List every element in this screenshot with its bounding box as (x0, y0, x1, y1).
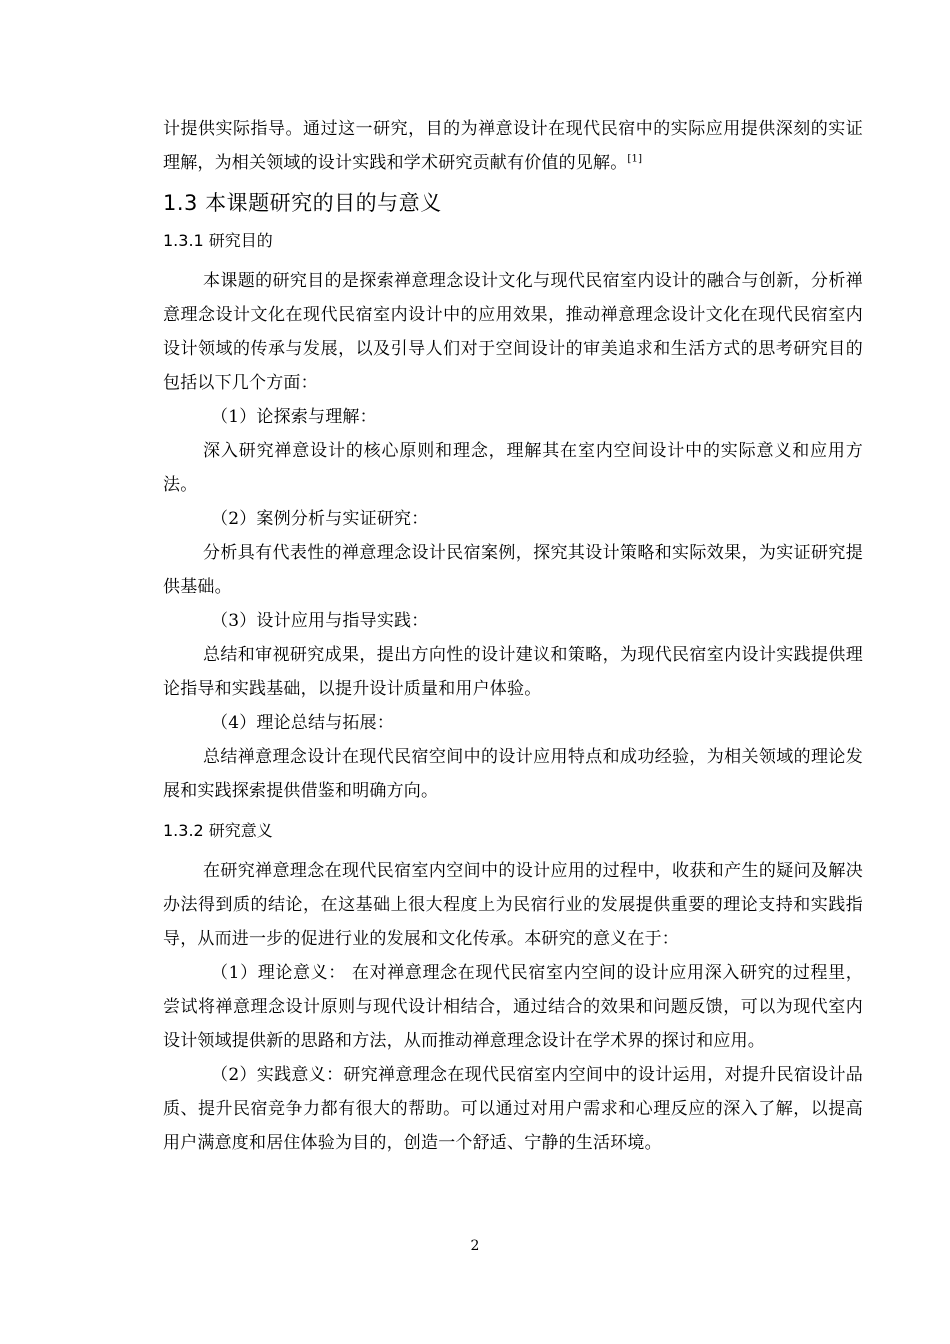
subsection-heading-1-3-2: 1.3.2 研究意义 (163, 821, 273, 840)
page-content (163, 112, 863, 1160)
page-number: 2 (470, 1238, 480, 1254)
intro-text: 计提供实际指导。通过这一研究，目的为禅意设计在现代民宿中的实际应用提供深刻的实证理解，为相关领域的设计实践和学术研究贡献有价值的见解。 (163, 119, 863, 173)
purpose-item-2-body: 分析具有代表性的禅意理念设计民宿案例，探究其设计策略和实际效果，为实证研究提供基础。 (163, 543, 863, 597)
intro-paragraph (163, 112, 863, 180)
subsection-heading-1-3-1: 1.3.1 研究目的 (163, 231, 273, 250)
purpose-item-4-body: 总结禅意理念设计在现代民宿空间中的设计应用特点和成功经验，为相关领域的理论发展和实践探索提供借鉴和明确方向。 (163, 747, 863, 801)
purpose-item-3-body: 总结和审视研究成果，提出方向性的设计建议和策略，为现代民宿室内设计实践提供理论指导和实践基础，以提升设计质量和用户体验。 (163, 645, 863, 699)
citation-marker: [1] (627, 153, 643, 165)
purpose-item-4-title: （4）理论总结与拓展： (211, 713, 395, 733)
purpose-item-3-title: （3）设计应用与指导实践： (211, 611, 429, 631)
research-significance-lead: 在研究禅意理念在现代民宿室内空间中的设计应用的过程中，收获和产生的疑问及解决办法得到质的结论，在这基础上很大程度上为民宿行业的发展提供重要的理论支持和实践指导，从而进一步的促进行业的发展和文化传承。本研究的意义在于： (163, 861, 863, 949)
purpose-item-2-title: （2）案例分析与实证研究： (211, 509, 429, 529)
significance-item-theory: （1）理论意义： 在对禅意理念在现代民宿室内空间的设计应用深入研究的过程里，尝试将禅意理念设计原则与现代设计相结合，通过结合的效果和问题反馈，可以为现代室内设计领域提供新的思路和方法，从而推动禅意理念设计在学术界的探讨和应用。 (163, 963, 863, 1051)
significance-item-practice: （2）实践意义：研究禅意理念在现代民宿室内空间中的设计运用，对提升民宿设计品质、提升民宿竞争力都有很大的帮助。可以通过对用户需求和心理反应的深入了解，以提高用户满意度和居住体验为目的，创造一个舒适、宁静的生活环境。 (163, 1065, 863, 1153)
research-purpose-lead: 本课题的研究目的是探索禅意理念设计文化与现代民宿室内设计的融合与创新，分析禅意理念设计文化在现代民宿室内设计中的应用效果，推动禅意理念设计文化在现代民宿室内设计领域的传承与发展，以及引导人们对于空间设计的审美追求和生活方式的思考研究目的包括以下几个方面： (163, 271, 863, 393)
section-heading-1-3: 1.3 本课题研究的目的与意义 (163, 191, 442, 215)
purpose-item-1-body: 深入研究禅意设计的核心原则和理念，理解其在室内空间设计中的实际意义和应用方法。 (163, 441, 863, 495)
purpose-item-1-title: （1）论探索与理解： (211, 407, 377, 427)
